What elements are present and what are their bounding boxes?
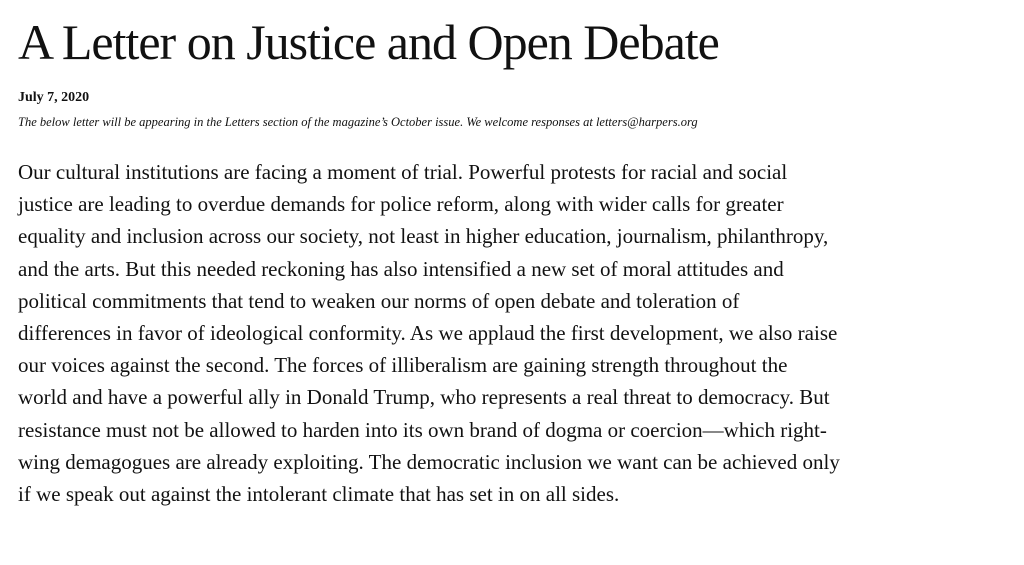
body-line: wing demagogues are already exploiting. The democratic inclusion we want can be achieved only: [18, 449, 840, 474]
body-line: if we speak out against the intolerant climate that has set in on all sides.: [18, 482, 620, 507]
article-body: [18, 156, 1008, 510]
body-line: differences in favor of ideological conformity. As we applaud the first development, we also raise: [18, 321, 838, 346]
body-line: world and have a powerful ally in Donald Trump, who represents a real threat to democracy. But: [18, 385, 830, 410]
article-title: A Letter on Justice and Open Debate: [18, 14, 719, 70]
body-line: and the arts. But this needed reckoning has also intensified a new set of moral attitudes and: [18, 256, 784, 281]
body-line: Our cultural institutions are facing a moment of trial. Powerful protests for racial and social: [18, 160, 788, 184]
body-line: equality and inclusion across our society, not least in higher education, journalism, philanthropy,: [18, 224, 829, 249]
article-date: July 7, 2020: [18, 90, 90, 105]
body-line: justice are leading to overdue demands for police reform, along with wider calls for greater: [18, 192, 784, 217]
body-line: resistance must not be allowed to harden into its own brand of dogma or coercion—which right-: [18, 417, 827, 442]
body-line: political commitments that tend to weaken our norms of open debate and toleration of: [18, 288, 740, 313]
editor-note: The below letter will be appearing in the Letters section of the magazine’s October issue. We welcome responses at letters@harpers.org: [18, 115, 698, 129]
body-line: our voices against the second. The forces of illiberalism are gaining strength throughout the: [18, 353, 788, 378]
